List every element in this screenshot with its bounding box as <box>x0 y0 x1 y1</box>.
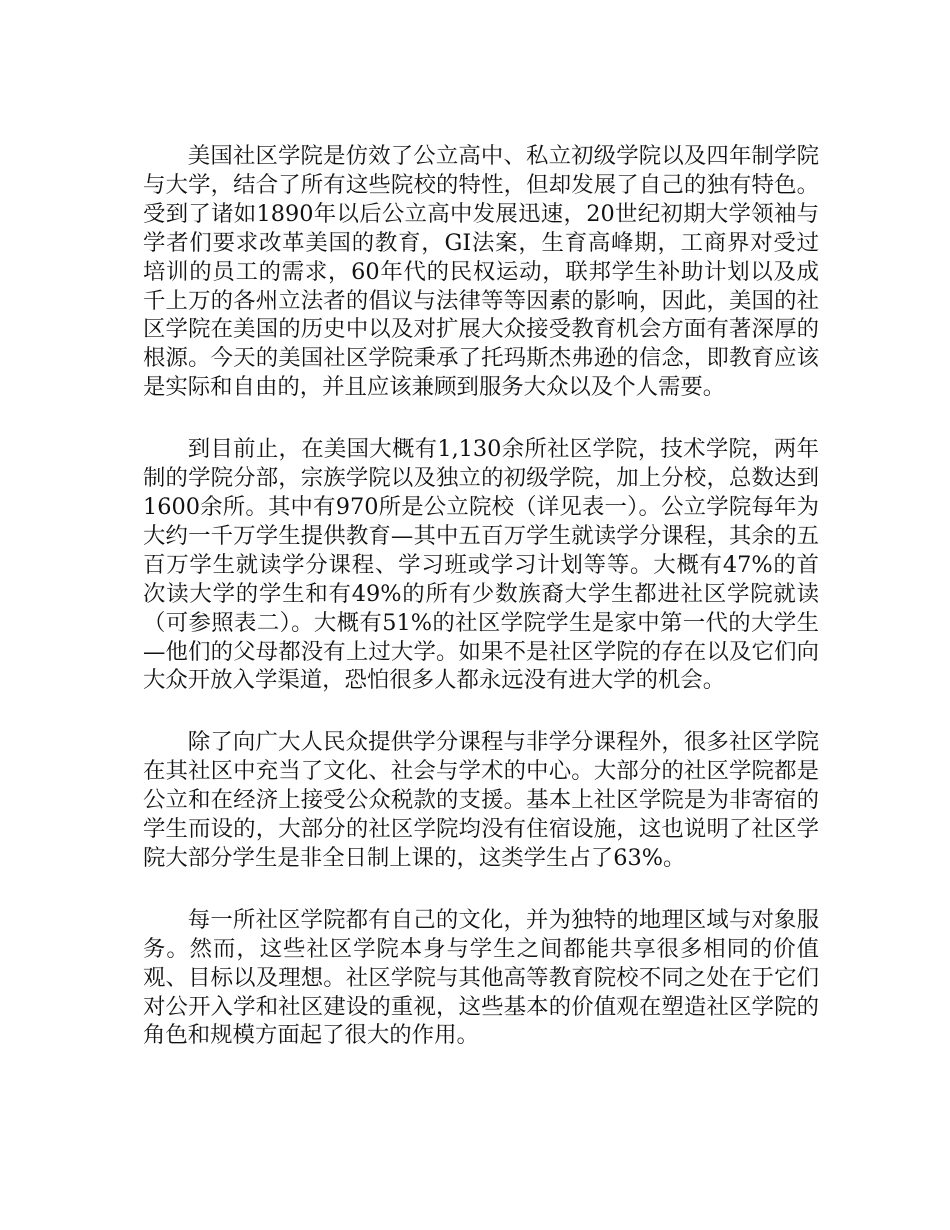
paragraph-community-role: 除了向广大人民众提供学分课程与非学分课程外，很多社区学院在其社区中充当了文化、社会与学术的中心。大部分的社区学院都是公立和在经济上接受公众税款的支援。基本上社区学院是为非寄宿的学生而设的，大部分的社区学院均没有住宿设施，这也说明了社区学院大部分学生是非全日制上课的，这类学生占了63%。 <box>143 729 819 871</box>
paragraph-statistics: 到目前止，在美国大概有1,130余所社区学院，技术学院，两年制的学院分部，宗族学院以及独立的初级学院，加上分校，总数达到1600余所。其中有970所是公立院校（详见表一）。公立学院每年为大约一千万学生提供教育—其中五百万学生就读学分课程，其余的五百万学生就读学分课程、学习班或学习计划等等。大概有47%的首次读大学的学生和有49%的所有少数族裔大学生都进社区学院就读（可参照表二）。大概有51%的社区学院学生是家中第一代的大学生—他们的父母都没有上过大学。如果不是社区学院的存在以及它们向大众开放入学渠道，恐怕很多人都永远没有进大学的机会。 <box>143 436 819 694</box>
paragraph-history: 美国社区学院是仿效了公立高中、私立初级学院以及四年制学院与大学，结合了所有这些院校的特性，但却发展了自己的独有特色。受到了诸如1890年以后公立高中发展迅速，20世纪初期大学领袖与学者们要求改革美国的教育，GI法案，生育高峰期，工商界对受过培训的员工的需求，60年代的民权运动，联邦学生补助计划以及成千上万的各州立法者的倡议与法律等等因素的影响，因此，美国的社区学院在美国的历史中以及对扩展大众接受教育机会方面有著深厚的根源。今天的美国社区学院秉承了托玛斯杰弗逊的信念，即教育应该是实际和自由的，并且应该兼顾到服务大众以及个人需要。 <box>143 143 819 401</box>
paragraph-shared-values: 每一所社区学院都有自己的文化，并为独特的地理区域与对象服务。然而，这些社区学院本身与学生之间都能共享很多相同的价值观、目标以及理想。社区学院与其他高等教育院校不同之处在于它们对公开入学和社区建设的重视，这些基本的价值观在塑造社区学院的角色和规模方面起了很大的作用。 <box>143 906 819 1049</box>
document-body <box>143 142 819 1083</box>
